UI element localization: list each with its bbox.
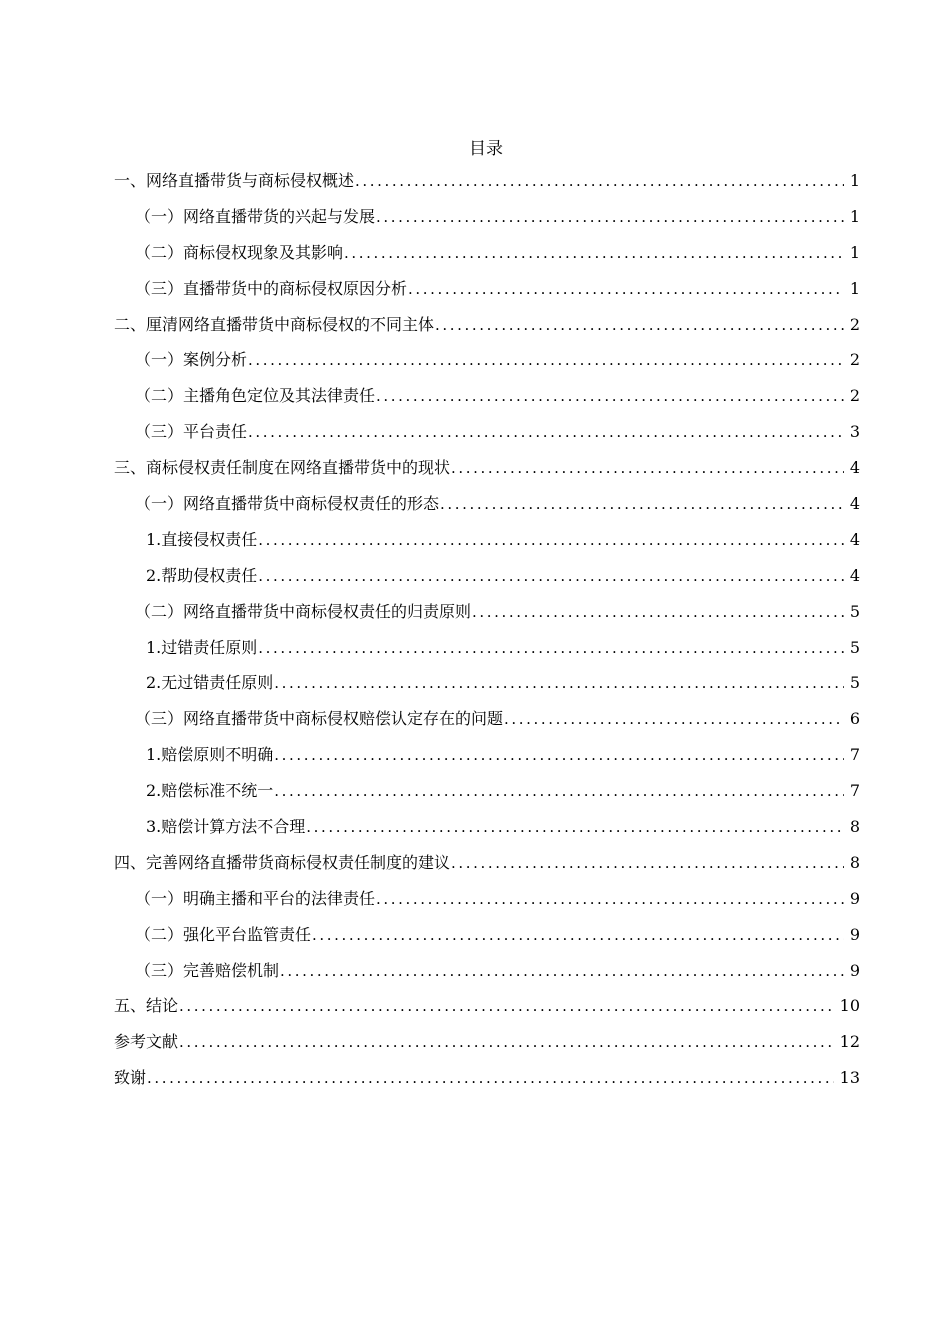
toc-entry[interactable] — [114, 163, 860, 199]
toc-entry-text: （二）网络直播带货中商标侵权责任的归责原则 — [135, 601, 472, 621]
toc-entry[interactable] — [114, 737, 860, 773]
toc-entry[interactable] — [114, 307, 860, 343]
toc-entry[interactable] — [114, 199, 860, 235]
toc-entry-text: 参考文献 — [114, 1032, 179, 1052]
toc-entry-text: 一、网络直播带货与商标侵权概述 — [114, 170, 355, 190]
toc-entry-text: 2.无过错责任原则 — [146, 673, 274, 693]
toc-entry[interactable] — [114, 773, 860, 809]
toc-page-number: 13 — [839, 1068, 860, 1088]
toc-entry-text: 致谢 — [114, 1068, 147, 1088]
toc-dot-leader — [274, 781, 844, 801]
toc-entry-text: 1.过错责任原则 — [146, 637, 258, 657]
toc-dot-leader — [258, 530, 844, 550]
toc-page-number: 2 — [849, 386, 860, 406]
toc-entry[interactable] — [114, 953, 860, 989]
toc-page-number: 12 — [839, 1032, 860, 1052]
toc-dot-leader — [306, 817, 844, 837]
toc-entry[interactable] — [114, 917, 860, 953]
toc-page-number: 8 — [849, 816, 860, 836]
toc-page-number: 6 — [849, 709, 860, 729]
toc-page-number: 4 — [849, 493, 860, 513]
toc-entry-text: （二）商标侵权现象及其影响 — [135, 242, 344, 262]
toc-entry[interactable] — [114, 522, 860, 558]
toc-page-number: 1 — [849, 242, 860, 262]
toc-entry-text: 3.赔偿计算方法不合理 — [146, 816, 306, 836]
toc-page-number: 4 — [849, 458, 860, 478]
toc-dot-leader — [504, 709, 844, 729]
toc-page-number: 5 — [849, 637, 860, 657]
toc-entry[interactable] — [114, 558, 860, 594]
toc-dot-leader — [408, 279, 844, 299]
toc-entry[interactable] — [114, 594, 860, 630]
toc-entry[interactable] — [114, 1060, 860, 1096]
toc-entry-text: （三）直播带货中的商标侵权原因分析 — [135, 278, 408, 298]
toc-dot-leader — [435, 315, 844, 335]
toc-dot-leader — [440, 494, 844, 514]
toc-page-number: 9 — [849, 888, 860, 908]
toc-entry[interactable] — [114, 845, 860, 881]
toc-dot-leader — [376, 207, 844, 227]
toc-page-number: 5 — [849, 673, 860, 693]
toc-entry[interactable] — [114, 450, 860, 486]
toc-dot-leader — [472, 602, 844, 622]
toc-page-number: 8 — [849, 852, 860, 872]
toc-page-number: 2 — [849, 314, 860, 334]
toc-entry-text: （一）网络直播带货中商标侵权责任的形态 — [135, 493, 440, 513]
toc-entry[interactable] — [114, 342, 860, 378]
toc-dot-leader — [258, 566, 844, 586]
toc-entry[interactable] — [114, 988, 860, 1024]
toc-entry-text: 1.直接侵权责任 — [146, 529, 258, 549]
toc-entry-text: （二）强化平台监管责任 — [135, 924, 312, 944]
toc-entry-text: 四、完善网络直播带货商标侵权责任制度的建议 — [114, 852, 451, 872]
toc-entry-text: 三、商标侵权责任制度在网络直播带货中的现状 — [114, 458, 451, 478]
toc-entry-text: （三）完善赔偿机制 — [135, 960, 280, 980]
toc-page-number: 4 — [849, 529, 860, 549]
toc-dot-leader — [280, 961, 844, 981]
toc-dot-leader — [179, 996, 834, 1016]
toc-dot-leader — [344, 243, 844, 263]
toc-dot-leader — [147, 1068, 834, 1088]
toc-dot-leader — [451, 853, 844, 873]
toc-dot-leader — [179, 1032, 834, 1052]
toc-entry-text: （三）网络直播带货中商标侵权赔偿认定存在的问题 — [135, 709, 504, 729]
toc-entry-text: （二）主播角色定位及其法律责任 — [135, 386, 376, 406]
toc-entry[interactable] — [114, 378, 860, 414]
toc-entry[interactable] — [114, 414, 860, 450]
toc-entry[interactable] — [114, 665, 860, 701]
toc-entry-text: （一）案例分析 — [135, 350, 248, 370]
toc-page-number: 3 — [849, 422, 860, 442]
toc-dot-leader — [451, 458, 844, 478]
toc-entry[interactable] — [114, 1024, 860, 1060]
toc-page-number: 10 — [839, 996, 860, 1016]
toc-entry[interactable] — [114, 881, 860, 917]
toc-dot-leader — [248, 422, 844, 442]
toc-page-number: 1 — [849, 170, 860, 190]
toc-page-number: 9 — [849, 960, 860, 980]
toc-entry-text: （一）明确主播和平台的法律责任 — [135, 888, 376, 908]
toc-entry[interactable] — [114, 809, 860, 845]
toc-page-number: 7 — [849, 745, 860, 765]
toc-entry[interactable] — [114, 235, 860, 271]
toc-dot-leader — [312, 925, 844, 945]
toc-title: 目录 — [469, 139, 503, 159]
toc-entry-text: 五、结论 — [114, 996, 179, 1016]
toc-entry[interactable] — [114, 271, 860, 307]
toc-entry-text: 2.赔偿标准不统一 — [146, 781, 274, 801]
toc-dot-leader — [274, 673, 844, 693]
toc-dot-leader — [355, 171, 844, 191]
toc-dot-leader — [376, 386, 844, 406]
toc-page-number: 7 — [849, 781, 860, 801]
toc-entry[interactable] — [114, 486, 860, 522]
toc-entry-text: （一）网络直播带货的兴起与发展 — [135, 206, 376, 226]
toc-entry[interactable] — [114, 701, 860, 737]
toc-list — [114, 163, 860, 1096]
toc-dot-leader — [258, 638, 844, 658]
toc-entry-text: 1.赔偿原则不明确 — [146, 745, 274, 765]
toc-dot-leader — [376, 889, 844, 909]
toc-page-number: 2 — [849, 350, 860, 370]
toc-entry-text: 2.帮助侵权责任 — [146, 565, 258, 585]
toc-dot-leader — [274, 745, 844, 765]
toc-entry[interactable] — [114, 630, 860, 666]
toc-entry-text: （三）平台责任 — [135, 422, 248, 442]
toc-page-number: 1 — [849, 278, 860, 298]
toc-page-number: 5 — [849, 601, 860, 621]
toc-dot-leader — [248, 350, 844, 370]
toc-page-number: 1 — [849, 206, 860, 226]
toc-page-number: 9 — [849, 924, 860, 944]
toc-page-number: 4 — [849, 565, 860, 585]
toc-entry-text: 二、厘清网络直播带货中商标侵权的不同主体 — [114, 314, 435, 334]
